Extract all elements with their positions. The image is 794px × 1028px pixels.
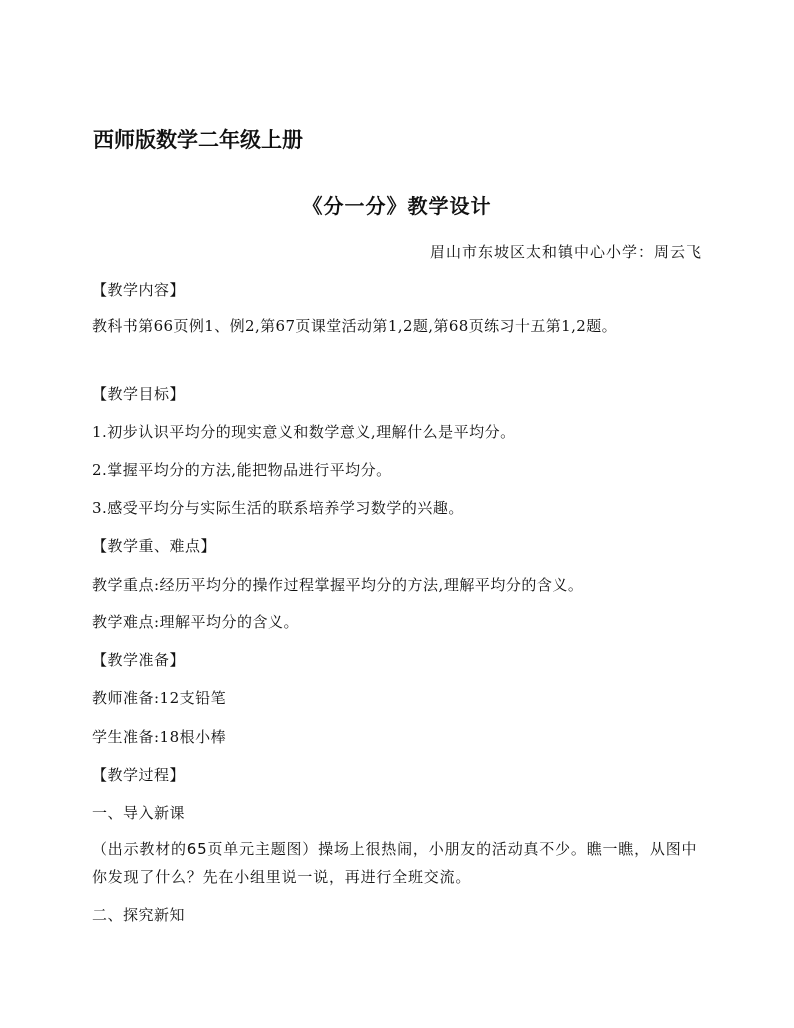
key-point-text: 教学重点:经历平均分的操作过程掌握平均分的方法,理解平均分的含义。 (92, 576, 584, 594)
goal-item-2: 2.掌握平均分的方法,能把物品进行平均分。 (92, 461, 392, 479)
process-step-1-title: 一、导入新课 (92, 804, 186, 822)
content-text: 教科书第66页例1、例2,第67页课堂活动第1,2题,第68页练习十五第1,2题。 (92, 317, 617, 335)
document-title: 《分一分》教学设计 (302, 194, 492, 218)
document-header: 西师版数学二年级上册 (93, 128, 303, 152)
section-heading-process: 【教学过程】 (92, 766, 186, 784)
goal-item-3: 3.感受平均分与实际生活的联系培养学习数学的兴趣。 (92, 499, 464, 517)
section-heading-key-points: 【教学重、难点】 (92, 537, 217, 555)
student-preparation: 学生准备:18根小棒 (92, 728, 227, 746)
section-heading-goals: 【教学目标】 (92, 385, 186, 403)
author-line: 眉山市东坡区太和镇中心小学：周云飞 (429, 243, 702, 261)
goal-item-1: 1.初步认识平均分的现实意义和数学意义,理解什么是平均分。 (92, 423, 516, 441)
teacher-preparation: 教师准备:12支铅笔 (92, 689, 227, 707)
difficult-point-text: 教学难点:理解平均分的含义。 (92, 613, 300, 631)
process-step-1-text: （出示教材的65页单元主题图）操场上很热闹，小朋友的活动真不少。瞧一瞧，从图中你发现了什么？先在小组里说一说，再进行全班交流。 (92, 840, 698, 886)
section-heading-preparation: 【教学准备】 (92, 651, 186, 669)
section-heading-content: 【教学内容】 (92, 281, 186, 299)
process-step-2-title: 二、探究新知 (92, 906, 186, 924)
